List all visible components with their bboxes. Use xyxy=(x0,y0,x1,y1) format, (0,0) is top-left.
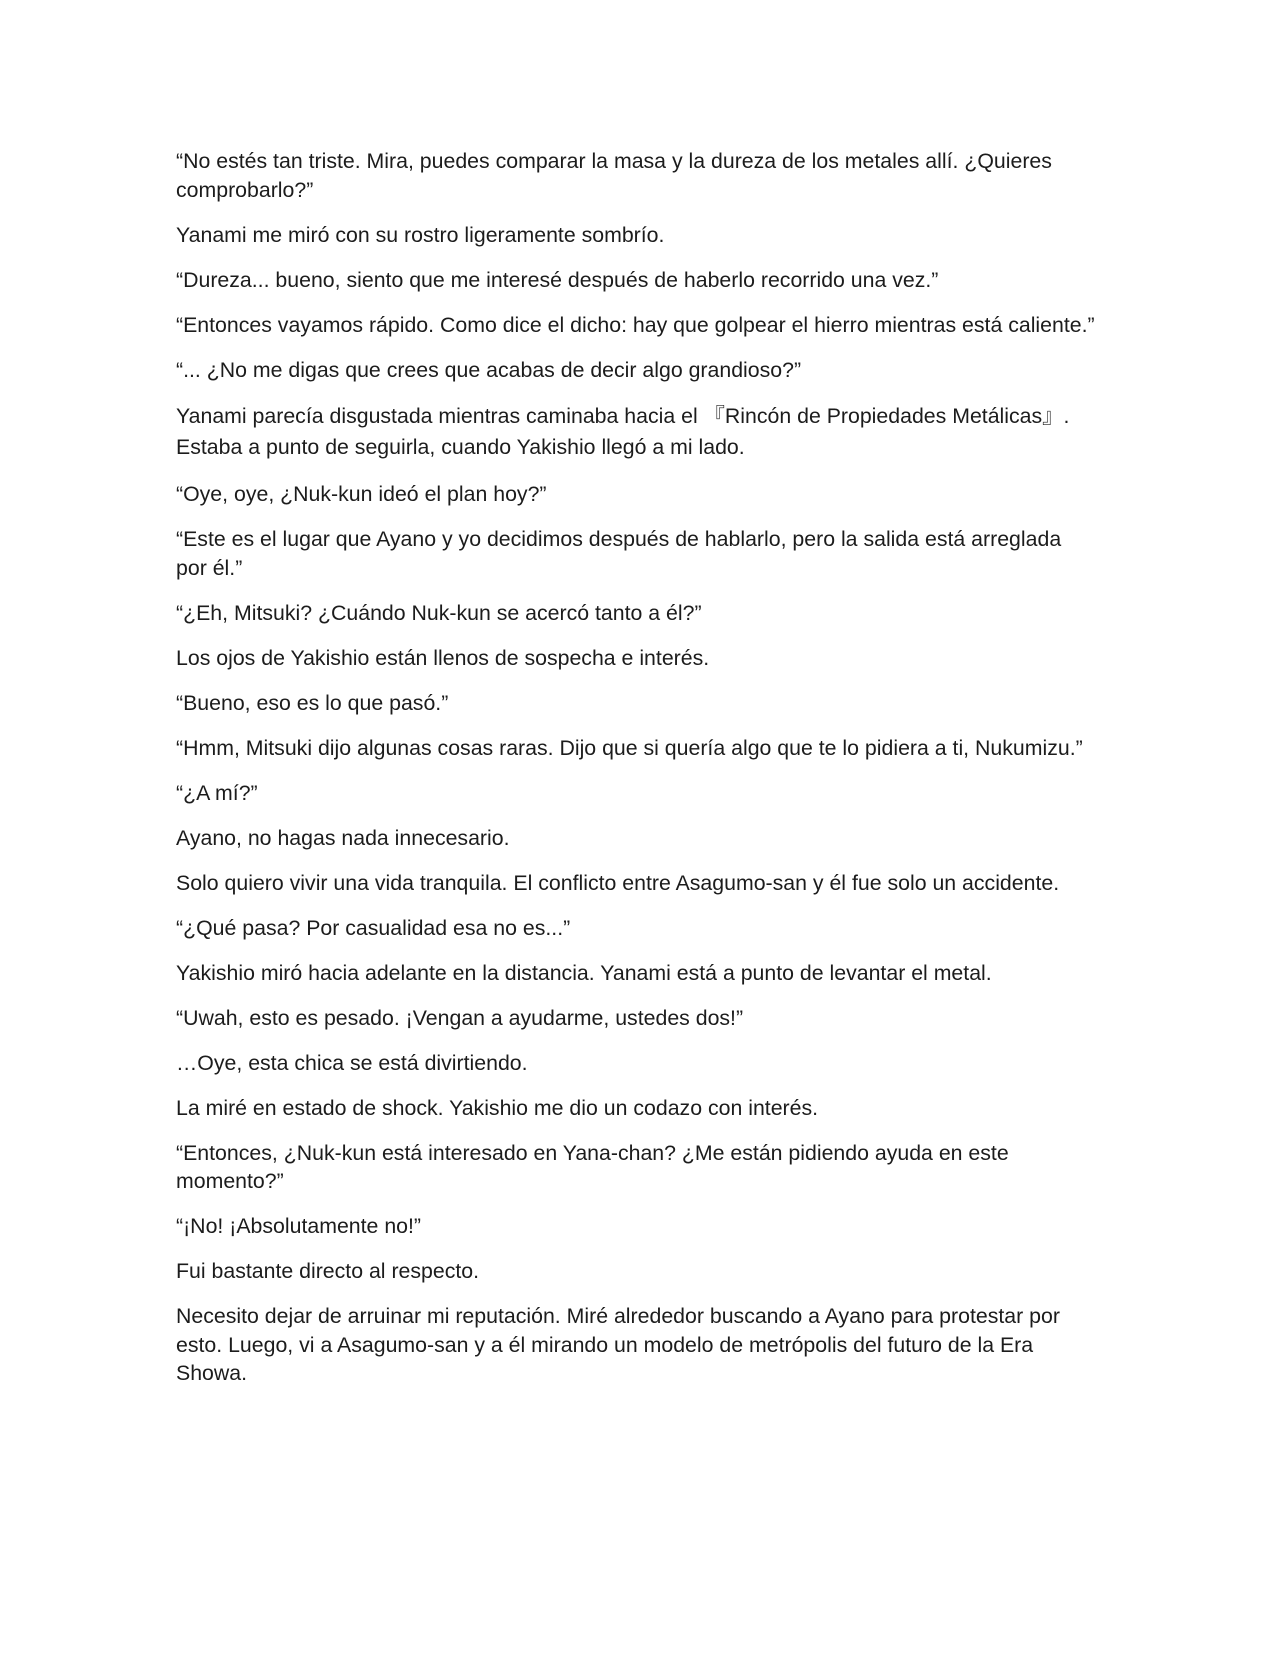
paragraph: “Uwah, esto es pesado. ¡Vengan a ayudarme, ustedes dos!” xyxy=(176,1005,744,1030)
paragraph: “Entonces vayamos rápido. Como dice el dicho: hay que golpear el hierro mientras está caliente.” xyxy=(176,312,1095,337)
paragraph: Yanami me miró con su rostro ligeramente sombrío. xyxy=(176,222,665,247)
paragraph: “¿Eh, Mitsuki? ¿Cuándo Nuk-kun se acercó tanto a él?” xyxy=(176,600,702,625)
paragraph: “Bueno, eso es lo que pasó.” xyxy=(176,690,449,715)
paragraph: “... ¿No me digas que crees que acabas de decir algo grandioso?” xyxy=(176,357,802,382)
paragraph: Solo quiero vivir una vida tranquila. El conflicto entre Asagumo-san y él fue solo un accidente. xyxy=(176,870,1060,895)
paragraph: “Dureza... bueno, siento que me interesé después de haberlo recorrido una vez.” xyxy=(176,267,939,292)
paragraph: …Oye, esta chica se está divirtiendo. xyxy=(176,1050,528,1075)
paragraph: Yakishio miró hacia adelante en la distancia. Yanami está a punto de levantar el metal. xyxy=(176,960,992,985)
paragraph: Necesito dejar de arruinar mi reputación. Miré alrededor buscando a Ayano para protestar por esto. Luego, vi a Asagumo-san y a él mirando un modelo de metrópolis del futuro de la Era Showa. xyxy=(176,1304,1060,1385)
paragraph: La miré en estado de shock. Yakishio me dio un codazo con interés. xyxy=(176,1095,819,1120)
paragraph: “Hmm, Mitsuki dijo algunas cosas raras. Dijo que si quería algo que te lo pidiera a ti, Nukumizu.” xyxy=(176,735,1083,760)
paragraph: “Este es el lugar que Ayano y yo decidimos después de hablarlo, pero la salida está arreglada por él.” xyxy=(176,527,1062,580)
paragraph: Los ojos de Yakishio están llenos de sospecha e interés. xyxy=(176,645,710,670)
paragraph: Ayano, no hagas nada innecesario. xyxy=(176,825,510,850)
paragraph: “Entonces, ¿Nuk-kun está interesado en Yana-chan? ¿Me están pidiendo ayuda en este momento?” xyxy=(176,1140,1009,1193)
paragraph: “Oye, oye, ¿Nuk-kun ideó el plan hoy?” xyxy=(176,482,547,506)
paragraph: “¿Qué pasa? Por casualidad esa no es...” xyxy=(176,915,571,940)
paragraph: “¿A mí?” xyxy=(176,780,258,805)
paragraph: “No estés tan triste. Mira, puedes comparar la masa y la dureza de los metales allí. ¿Quieres comprobarlo?” xyxy=(176,149,1052,202)
paragraph: Fui bastante directo al respecto. xyxy=(176,1259,480,1283)
paragraph: Yanami parecía disgustada mientras caminaba hacia el 『Rincón de Propiedades Metálicas』. Estaba a punto de seguirla, cuando Yakishio llegó a mi lado. xyxy=(176,403,1070,459)
page-text-body xyxy=(176,147,1096,1404)
paragraph: “¡No! ¡Absolutamente no!” xyxy=(176,1214,422,1238)
